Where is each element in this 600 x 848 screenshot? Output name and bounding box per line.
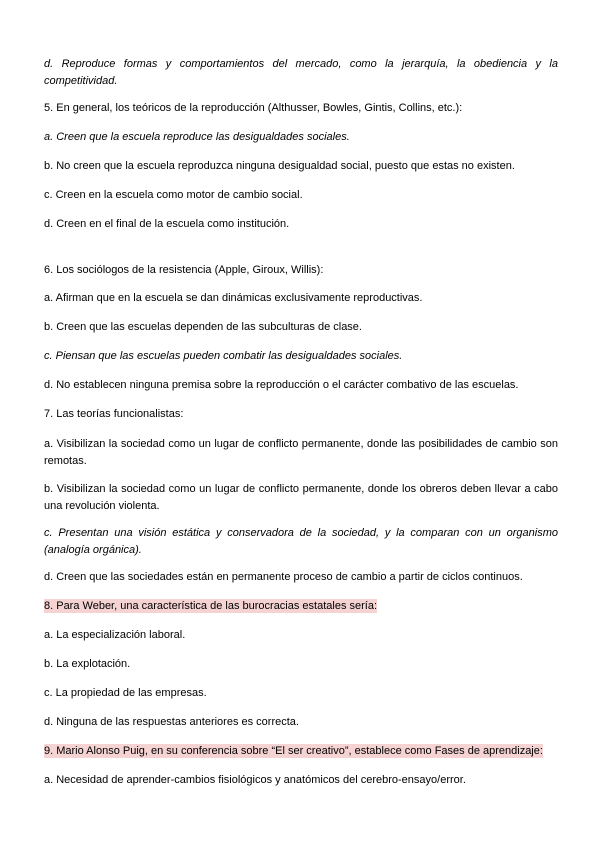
question-8-highlight: 8. Para Weber, una característica de las burocracias estatales sería: bbox=[44, 600, 378, 612]
answer-5a: a. Creen que la escuela reproduce las desigualdades sociales. bbox=[44, 131, 350, 143]
answer-5d: d. Creen en el final de la escuela como institución. bbox=[44, 218, 290, 230]
answer-8d: d. Ninguna de las respuestas anteriores es correcta. bbox=[44, 716, 299, 728]
answer-8c: c. La propiedad de las empresas. bbox=[44, 687, 207, 699]
answer-5b: b. No creen que la escuela reproduzca ninguna desigualdad social, puesto que estas no existen. bbox=[44, 160, 515, 172]
answer-9a: a. Necesidad de aprender-cambios fisiológicos y anatómicos del cerebro-ensayo/error. bbox=[44, 774, 466, 786]
answer-8a: a. La especialización laboral. bbox=[44, 629, 186, 641]
question-9 bbox=[44, 743, 558, 760]
answer-7b: b. Visibilizan la sociedad como un lugar de conflicto permanente, donde los obreros deben llevar a cabo una revolución violenta. bbox=[44, 483, 558, 512]
answer-8b: b. La explotación. bbox=[44, 658, 131, 670]
question-6: 6. Los sociólogos de la resistencia (Apple, Giroux, Willis): bbox=[44, 264, 324, 276]
question-9-highlight: 9. Mario Alonso Puig, en su conferencia sobre “El ser creativo”, establece como Fases de aprendizaje: bbox=[44, 745, 543, 757]
answer-6a: a. Afirman que en la escuela se dan dinámicas exclusivamente reproductivas. bbox=[44, 292, 423, 304]
answer-7a: a. Visibilizan la sociedad como un lugar de conflicto permanente, donde las posibilidades de cambio son remotas. bbox=[44, 438, 558, 467]
answer-5c: c. Creen en la escuela como motor de cambio social. bbox=[44, 189, 303, 201]
answer-6b: b. Creen que las escuelas dependen de las subculturas de clase. bbox=[44, 321, 362, 333]
question-8 bbox=[44, 598, 558, 615]
answer-6c: c. Piensan que las escuelas pueden combatir las desigualdades sociales. bbox=[44, 350, 403, 362]
answer-6d: d. No establecen ninguna premisa sobre la reproducción o el carácter combativo de las escuelas. bbox=[44, 379, 519, 391]
question-7: 7. Las teorías funcionalistas: bbox=[44, 408, 184, 420]
answer-7d: d. Creen que las sociedades están en permanente proceso de cambio a partir de ciclos continuos. bbox=[44, 571, 523, 583]
answer-7c: c. Presentan una visión estática y conservadora de la sociedad, y la comparan con un organismo (analogía orgánica). bbox=[44, 527, 558, 556]
answer-4d: d. Reproduce formas y comportamientos del mercado, como la jerarquía, la obediencia y la competitividad. bbox=[44, 58, 558, 87]
question-5: 5. En general, los teóricos de la reproducción (Althusser, Bowles, Gintis, Collins, etc.): bbox=[44, 102, 463, 114]
